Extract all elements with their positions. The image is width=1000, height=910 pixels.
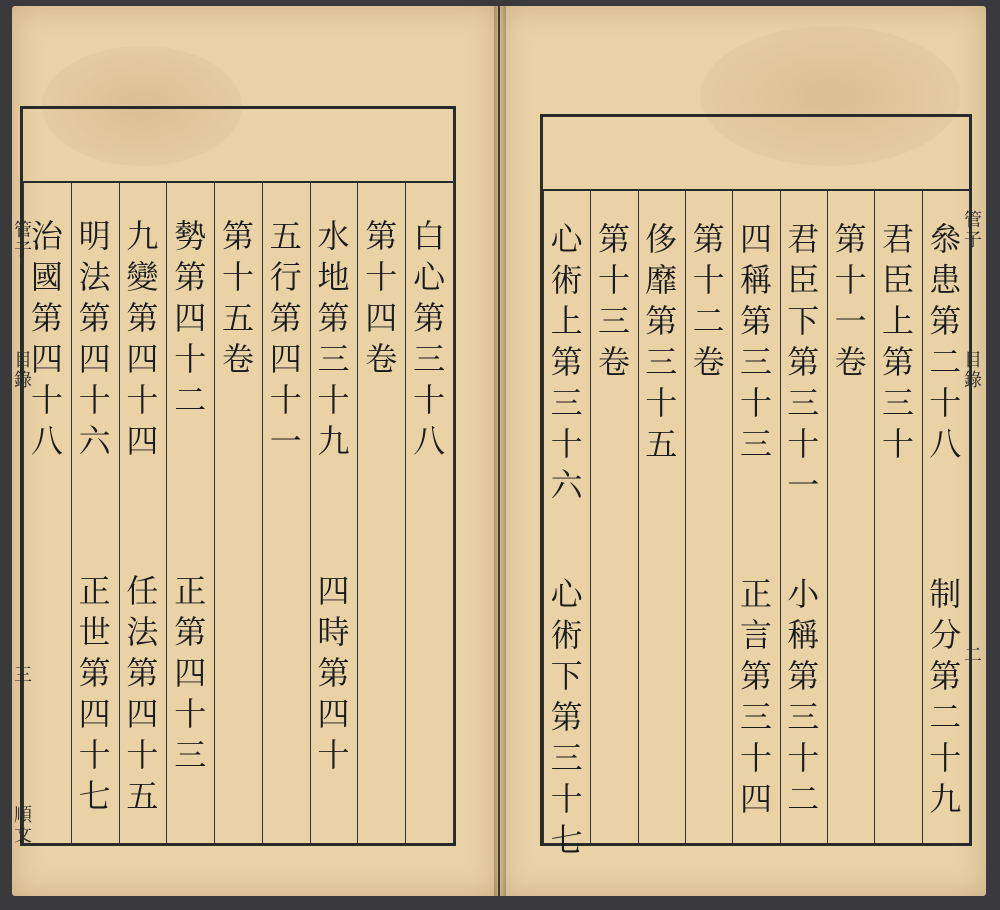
toc-entry-top bbox=[780, 219, 827, 506]
glyph: 下 bbox=[787, 302, 820, 340]
glyph: 十 bbox=[645, 384, 678, 422]
toc-entry-top bbox=[214, 216, 262, 380]
toc-entry-bottom bbox=[119, 571, 167, 817]
glyph: 第 bbox=[317, 299, 350, 337]
toc-entry-top bbox=[922, 219, 969, 465]
glyph: 三 bbox=[645, 343, 678, 381]
edge-label-text: 順文 bbox=[14, 805, 32, 846]
glyph: 靡 bbox=[645, 261, 678, 299]
edge-label-text: 三 bbox=[14, 665, 32, 686]
glyph: 下 bbox=[550, 657, 583, 695]
text-column bbox=[638, 189, 685, 843]
glyph: 第 bbox=[269, 299, 302, 337]
glyph: 法 bbox=[126, 613, 159, 651]
glyph: 六 bbox=[78, 422, 111, 460]
glyph: 第 bbox=[787, 657, 820, 695]
glyph: 第 bbox=[881, 343, 914, 381]
text-column bbox=[590, 189, 637, 843]
glyph: 正 bbox=[78, 572, 111, 610]
glyph: 十 bbox=[174, 340, 207, 378]
glyph: 上 bbox=[881, 302, 914, 340]
glyph: 十 bbox=[174, 695, 207, 733]
glyph: 三 bbox=[739, 425, 772, 463]
glyph: 十 bbox=[126, 381, 159, 419]
glyph: 九 bbox=[126, 217, 159, 255]
glyph: 七 bbox=[78, 777, 111, 815]
glyph: 五 bbox=[126, 777, 159, 815]
glyph: 第 bbox=[174, 613, 207, 651]
left-columns bbox=[23, 181, 453, 843]
glyph: 稱 bbox=[787, 616, 820, 654]
glyph: 三 bbox=[787, 698, 820, 736]
glyph: 十 bbox=[787, 425, 820, 463]
glyph: 三 bbox=[787, 384, 820, 422]
glyph: 勢 bbox=[174, 217, 207, 255]
glyph: 四 bbox=[78, 695, 111, 733]
glyph: 第 bbox=[30, 299, 63, 337]
glyph: 第 bbox=[221, 217, 254, 255]
toc-entry-top bbox=[874, 219, 921, 465]
toc-entry-top bbox=[827, 219, 874, 383]
glyph: 時 bbox=[317, 613, 350, 651]
glyph: 十 bbox=[739, 384, 772, 422]
toc-entry-bottom bbox=[922, 574, 969, 820]
edge-label-text: 管子 bbox=[14, 220, 32, 261]
glyph: 卷 bbox=[692, 343, 725, 381]
glyph: 三 bbox=[881, 384, 914, 422]
glyph: 四 bbox=[126, 340, 159, 378]
glyph: 地 bbox=[317, 258, 350, 296]
book-gutter bbox=[494, 6, 506, 896]
glyph: 第 bbox=[550, 343, 583, 381]
glyph: 分 bbox=[929, 616, 962, 654]
glyph: 臣 bbox=[881, 261, 914, 299]
glyph: 明 bbox=[78, 217, 111, 255]
text-column bbox=[166, 181, 214, 843]
glyph: 卷 bbox=[365, 340, 398, 378]
text-column bbox=[685, 189, 732, 843]
edge-label-text: 目錄 bbox=[964, 350, 982, 391]
glyph: 七 bbox=[550, 821, 583, 859]
glyph: 患 bbox=[929, 261, 962, 299]
edge-label-text: 管子 bbox=[964, 210, 982, 251]
glyph: 心 bbox=[550, 575, 583, 613]
glyph: 第 bbox=[550, 698, 583, 736]
toc-entry-top bbox=[357, 216, 405, 380]
glyph: 十 bbox=[126, 736, 159, 774]
glyph: 十 bbox=[692, 261, 725, 299]
glyph: 變 bbox=[126, 258, 159, 296]
toc-entry-bottom bbox=[780, 574, 827, 820]
glyph: 十 bbox=[269, 381, 302, 419]
text-column bbox=[119, 181, 167, 843]
toc-entry-bottom bbox=[732, 574, 779, 820]
glyph: 水 bbox=[317, 217, 350, 255]
text-column bbox=[405, 181, 453, 843]
toc-entry-top bbox=[638, 219, 685, 465]
glyph: 第 bbox=[834, 220, 867, 258]
glyph: 十 bbox=[78, 736, 111, 774]
glyph: 世 bbox=[78, 613, 111, 651]
left-page bbox=[12, 6, 498, 896]
glyph: 十 bbox=[30, 381, 63, 419]
toc-entry-top bbox=[543, 219, 590, 506]
glyph: 第 bbox=[739, 302, 772, 340]
glyph: 白 bbox=[413, 217, 446, 255]
toc-entry-bottom bbox=[71, 571, 119, 817]
glyph: 六 bbox=[550, 466, 583, 504]
right-edge-label-mid bbox=[962, 351, 984, 391]
glyph: 五 bbox=[221, 299, 254, 337]
glyph: 九 bbox=[929, 780, 962, 818]
glyph: 二 bbox=[174, 381, 207, 419]
column-rule bbox=[453, 181, 454, 843]
toc-entry-top bbox=[119, 216, 167, 462]
glyph: 叅 bbox=[929, 220, 962, 258]
glyph: 十 bbox=[739, 739, 772, 777]
right-edge-label-top bbox=[962, 211, 984, 251]
glyph: 三 bbox=[317, 340, 350, 378]
text-column bbox=[827, 189, 874, 843]
glyph: 三 bbox=[597, 302, 630, 340]
glyph: 四 bbox=[174, 654, 207, 692]
glyph: 第 bbox=[787, 343, 820, 381]
glyph: 十 bbox=[365, 258, 398, 296]
toc-entry-top bbox=[166, 216, 214, 421]
glyph: 侈 bbox=[645, 220, 678, 258]
glyph: 三 bbox=[174, 736, 207, 774]
glyph: 第 bbox=[645, 302, 678, 340]
glyph: 十 bbox=[787, 739, 820, 777]
column-rule bbox=[969, 189, 970, 843]
glyph: 第 bbox=[126, 654, 159, 692]
toc-entry-top bbox=[71, 216, 119, 462]
text-column bbox=[543, 189, 590, 859]
toc-entry-bottom bbox=[543, 574, 590, 861]
left-page-frame bbox=[20, 106, 456, 846]
glyph: 第 bbox=[692, 220, 725, 258]
glyph: 十 bbox=[317, 736, 350, 774]
edge-label-text: 二 bbox=[964, 645, 982, 666]
glyph: 四 bbox=[30, 340, 63, 378]
toc-entry-top bbox=[685, 219, 732, 383]
glyph: 正 bbox=[174, 572, 207, 610]
left-header-band bbox=[23, 109, 453, 183]
left-edge-label-bottom bbox=[12, 806, 34, 846]
glyph: 第 bbox=[317, 654, 350, 692]
glyph: 法 bbox=[78, 258, 111, 296]
glyph: 言 bbox=[739, 616, 772, 654]
glyph: 第 bbox=[413, 299, 446, 337]
glyph: 十 bbox=[317, 381, 350, 419]
glyph: 卷 bbox=[597, 343, 630, 381]
glyph: 治 bbox=[30, 217, 63, 255]
glyph: 君 bbox=[881, 220, 914, 258]
glyph: 第 bbox=[126, 299, 159, 337]
glyph: 三 bbox=[413, 340, 446, 378]
toc-entry-top bbox=[590, 219, 637, 383]
glyph: 稱 bbox=[739, 261, 772, 299]
right-edge-label-num bbox=[962, 646, 984, 666]
left-edge-label-num bbox=[12, 666, 34, 686]
left-edge-label-top bbox=[12, 221, 34, 261]
glyph: 君 bbox=[787, 220, 820, 258]
right-header-band bbox=[543, 117, 969, 191]
glyph: 臣 bbox=[787, 261, 820, 299]
glyph: 四 bbox=[317, 695, 350, 733]
glyph: 八 bbox=[413, 422, 446, 460]
toc-entry-bottom bbox=[166, 571, 214, 776]
glyph: 術 bbox=[550, 261, 583, 299]
glyph: 小 bbox=[787, 575, 820, 613]
glyph: 卷 bbox=[834, 343, 867, 381]
glyph: 二 bbox=[929, 698, 962, 736]
glyph: 十 bbox=[413, 381, 446, 419]
text-column bbox=[922, 189, 969, 843]
toc-entry-top bbox=[262, 216, 310, 462]
toc-entry-bottom bbox=[310, 571, 358, 776]
glyph: 二 bbox=[929, 343, 962, 381]
glyph: 十 bbox=[221, 258, 254, 296]
glyph: 任 bbox=[126, 572, 159, 610]
text-column bbox=[71, 181, 119, 843]
glyph: 第 bbox=[78, 654, 111, 692]
glyph: 八 bbox=[929, 425, 962, 463]
glyph: 五 bbox=[269, 217, 302, 255]
glyph: 五 bbox=[645, 425, 678, 463]
glyph: 第 bbox=[174, 258, 207, 296]
glyph: 四 bbox=[126, 695, 159, 733]
glyph: 第 bbox=[78, 299, 111, 337]
glyph: 十 bbox=[78, 381, 111, 419]
right-columns bbox=[543, 189, 969, 859]
glyph: 九 bbox=[317, 422, 350, 460]
glyph: 第 bbox=[929, 302, 962, 340]
glyph: 四 bbox=[739, 220, 772, 258]
glyph: 正 bbox=[739, 575, 772, 613]
text-column bbox=[23, 181, 71, 843]
edge-label-text: 目錄 bbox=[14, 350, 32, 391]
right-page-frame bbox=[540, 114, 972, 859]
glyph: 四 bbox=[739, 780, 772, 818]
glyph: 四 bbox=[126, 422, 159, 460]
glyph: 十 bbox=[550, 780, 583, 818]
glyph: 三 bbox=[739, 343, 772, 381]
glyph: 心 bbox=[550, 220, 583, 258]
text-column bbox=[732, 189, 779, 843]
glyph: 制 bbox=[929, 575, 962, 613]
glyph: 行 bbox=[269, 258, 302, 296]
glyph: 十 bbox=[929, 384, 962, 422]
glyph: 三 bbox=[550, 384, 583, 422]
glyph: 三 bbox=[739, 698, 772, 736]
glyph: 上 bbox=[550, 302, 583, 340]
text-column bbox=[262, 181, 310, 843]
glyph: 十 bbox=[550, 425, 583, 463]
glyph: 四 bbox=[269, 340, 302, 378]
glyph: 四 bbox=[317, 572, 350, 610]
glyph: 術 bbox=[550, 616, 583, 654]
glyph: 卷 bbox=[221, 340, 254, 378]
glyph: 十 bbox=[834, 261, 867, 299]
text-column bbox=[780, 189, 827, 843]
glyph: 一 bbox=[269, 422, 302, 460]
glyph: 國 bbox=[30, 258, 63, 296]
glyph: 第 bbox=[365, 217, 398, 255]
glyph: 四 bbox=[174, 299, 207, 337]
right-page bbox=[500, 6, 986, 896]
glyph: 四 bbox=[78, 340, 111, 378]
glyph: 心 bbox=[413, 258, 446, 296]
text-column bbox=[357, 181, 405, 843]
glyph: 第 bbox=[739, 657, 772, 695]
glyph: 四 bbox=[365, 299, 398, 337]
glyph: 十 bbox=[597, 261, 630, 299]
glyph: 二 bbox=[692, 302, 725, 340]
left-edge-label-mid bbox=[12, 351, 34, 391]
text-column bbox=[214, 181, 262, 843]
text-column bbox=[310, 181, 358, 843]
text-column bbox=[874, 189, 921, 843]
toc-entry-top bbox=[310, 216, 358, 462]
glyph: 十 bbox=[881, 425, 914, 463]
toc-entry-top bbox=[732, 219, 779, 465]
glyph: 一 bbox=[787, 466, 820, 504]
glyph: 第 bbox=[597, 220, 630, 258]
glyph: 第 bbox=[929, 657, 962, 695]
toc-entry-top bbox=[405, 216, 453, 462]
glyph: 十 bbox=[929, 739, 962, 777]
glyph: 三 bbox=[550, 739, 583, 777]
glyph: 二 bbox=[787, 780, 820, 818]
glyph: 八 bbox=[30, 422, 63, 460]
glyph: 一 bbox=[834, 302, 867, 340]
